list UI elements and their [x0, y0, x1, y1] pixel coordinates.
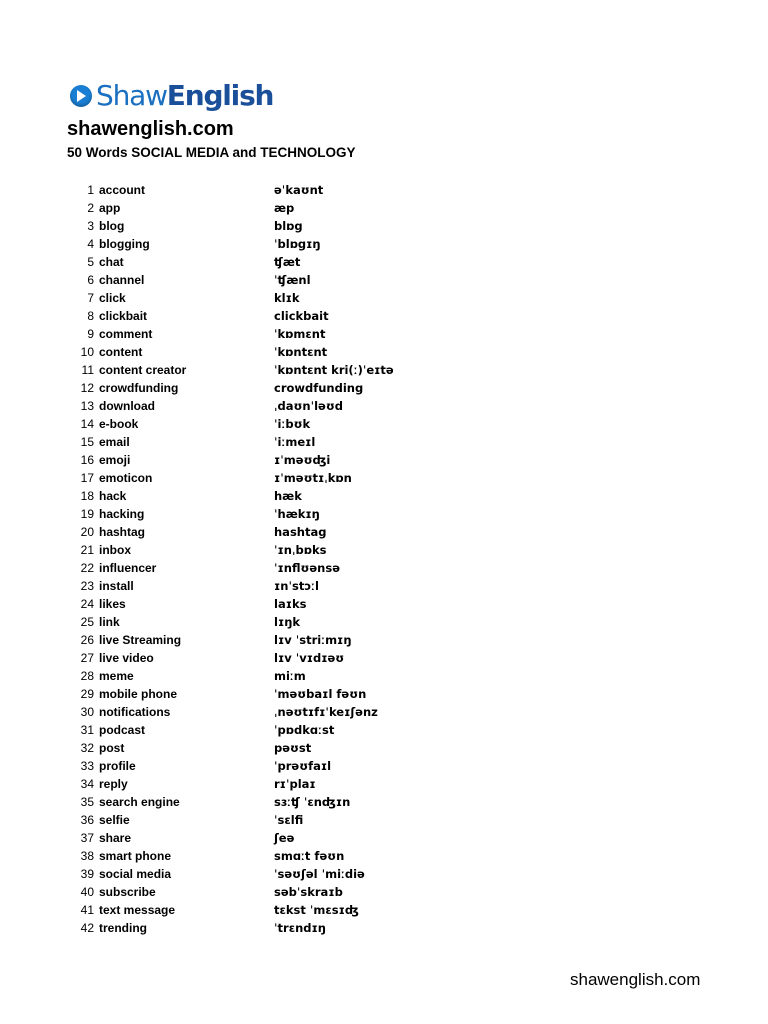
word-term: post [99, 741, 125, 755]
word-pronunciation: əˈkaʊnt [274, 183, 324, 197]
word-list [60, 181, 460, 937]
word-number: 21 [80, 543, 94, 557]
word-row [60, 469, 460, 487]
word-number: 33 [80, 759, 94, 773]
word-row [60, 793, 460, 811]
word-pronunciation: rɪˈplaɪ [274, 777, 316, 791]
word-pronunciation: hashtag [274, 525, 327, 539]
word-term: influencer [99, 561, 157, 575]
word-number: 9 [87, 327, 94, 341]
word-pronunciation: ˌdaʊnˈləʊd [274, 399, 343, 413]
word-row [60, 199, 460, 217]
word-row [60, 487, 460, 505]
word-number: 24 [80, 597, 94, 611]
word-pronunciation: ˈblɒgɪŋ [274, 237, 321, 251]
word-number: 32 [80, 741, 94, 755]
play-icon [70, 85, 92, 107]
word-row [60, 343, 460, 361]
word-term: share [99, 831, 132, 845]
word-pronunciation: smɑːt fəʊn [274, 849, 345, 863]
word-number: 20 [80, 525, 94, 539]
word-pronunciation: klɪk [274, 291, 300, 305]
word-pronunciation: ˈsɛlfi [274, 813, 304, 827]
word-pronunciation: laɪks [274, 597, 307, 611]
word-pronunciation: pəʊst [274, 741, 312, 755]
word-term: live video [99, 651, 154, 665]
word-pronunciation: ɪˈməʊtɪˌkɒn [274, 471, 352, 485]
word-pronunciation: hæk [274, 489, 302, 503]
word-term: notifications [99, 705, 171, 719]
word-number: 40 [80, 885, 94, 899]
word-term: podcast [99, 723, 146, 737]
word-number: 15 [80, 435, 94, 449]
word-number: 37 [80, 831, 94, 845]
word-pronunciation: lɪŋk [274, 615, 301, 629]
word-number: 36 [80, 813, 94, 827]
word-number: 16 [80, 453, 94, 467]
word-row [60, 217, 460, 235]
word-number: 27 [80, 651, 94, 665]
word-term: social media [99, 867, 172, 881]
word-term: content creator [99, 363, 187, 377]
word-pronunciation: ʧæt [274, 255, 301, 269]
word-row [60, 523, 460, 541]
word-number: 7 [87, 291, 94, 305]
word-row [60, 847, 460, 865]
word-row [60, 397, 460, 415]
word-number: 25 [80, 615, 94, 629]
word-number: 23 [80, 579, 94, 593]
word-row [60, 739, 460, 757]
word-number: 5 [87, 255, 94, 269]
word-number: 3 [87, 219, 94, 233]
word-number: 13 [80, 399, 94, 413]
word-pronunciation: ˈkɒmɛnt [274, 327, 326, 341]
word-number: 22 [80, 561, 94, 575]
word-pronunciation: blɒg [274, 219, 303, 233]
word-term: clickbait [99, 309, 148, 323]
word-number: 34 [80, 777, 94, 791]
word-pronunciation: ˈprəʊfaɪl [274, 759, 332, 773]
word-pronunciation: səbˈskraɪb [274, 885, 343, 899]
word-pronunciation: æp [274, 201, 295, 215]
word-row [60, 559, 460, 577]
word-pronunciation: ˈɪnˌbɒks [274, 543, 327, 557]
word-number: 28 [80, 669, 94, 683]
word-term: email [99, 435, 130, 449]
word-term: likes [99, 597, 126, 611]
word-pronunciation: lɪv ˈvɪdɪəʊ [274, 651, 345, 665]
word-number: 11 [81, 363, 94, 377]
word-row [60, 361, 460, 379]
word-row [60, 721, 460, 739]
word-row [60, 703, 460, 721]
word-number: 2 [87, 201, 94, 215]
word-row [60, 775, 460, 793]
word-row [60, 235, 460, 253]
word-term: emoji [99, 453, 131, 467]
word-term: content [99, 345, 143, 359]
word-row [60, 865, 460, 883]
word-pronunciation: ˈʧænl [274, 273, 311, 287]
word-term: crowdfunding [99, 381, 179, 395]
word-row [60, 325, 460, 343]
word-pronunciation: ˈkɒntɛnt kri(ː)ˈeɪtə [274, 363, 394, 377]
word-pronunciation: ˈkɒntɛnt [274, 345, 328, 359]
word-pronunciation: tɛkst ˈmɛsɪʤ [274, 903, 359, 917]
word-term: meme [99, 669, 134, 683]
word-term: blogging [99, 237, 150, 251]
word-pronunciation: ˈɪnflʊənsə [274, 561, 341, 575]
word-number: 12 [80, 381, 94, 395]
word-term: trending [99, 921, 147, 935]
word-row [60, 451, 460, 469]
word-row [60, 811, 460, 829]
word-term: download [99, 399, 155, 413]
word-term: hack [99, 489, 127, 503]
word-number: 4 [87, 237, 94, 251]
word-row [60, 901, 460, 919]
word-row [60, 289, 460, 307]
word-term: smart phone [99, 849, 172, 863]
word-row [60, 829, 460, 847]
word-pronunciation: ˈiːmeɪl [274, 435, 316, 449]
word-pronunciation: ʃeə [274, 831, 295, 845]
word-term: subscribe [99, 885, 156, 899]
word-pronunciation: ˈiːbʊk [274, 417, 311, 431]
word-row [60, 379, 460, 397]
word-pronunciation: clickbait [274, 309, 329, 323]
word-term: search engine [99, 795, 180, 809]
word-term: inbox [99, 543, 131, 557]
word-row [60, 757, 460, 775]
word-row [60, 253, 460, 271]
word-row [60, 667, 460, 685]
word-pronunciation: lɪv ˈstriːmɪŋ [274, 633, 352, 647]
word-row [60, 541, 460, 559]
footer-site: shawenglish.com [570, 970, 701, 989]
word-number: 30 [80, 705, 94, 719]
word-pronunciation: ˈməʊbaɪl fəʊn [274, 687, 367, 701]
word-pronunciation: miːm [274, 669, 306, 683]
word-row [60, 505, 460, 523]
word-term: hashtag [99, 525, 146, 539]
word-pronunciation: ɪnˈstɔːl [274, 579, 319, 593]
word-number: 31 [80, 723, 94, 737]
word-row [60, 919, 460, 937]
word-row [60, 595, 460, 613]
word-term: mobile phone [99, 687, 177, 701]
word-term: click [99, 291, 126, 305]
word-pronunciation: ˌnəʊtɪfɪˈkeɪʃənz [274, 705, 378, 719]
word-term: channel [99, 273, 145, 287]
logo-wordmark: ShawEnglish [96, 79, 274, 112]
word-row [60, 433, 460, 451]
word-number: 17 [80, 471, 94, 485]
word-number: 8 [87, 309, 94, 323]
word-term: comment [99, 327, 153, 341]
word-term: e-book [99, 417, 139, 431]
word-row [60, 685, 460, 703]
word-row [60, 649, 460, 667]
word-term: install [99, 579, 134, 593]
word-pronunciation: ɪˈməʊʤi [274, 453, 331, 467]
word-term: chat [99, 255, 124, 269]
word-term: selfie [99, 813, 130, 827]
word-term: app [99, 201, 121, 215]
word-term: text message [99, 903, 176, 917]
page-subtitle: 50 Words SOCIAL MEDIA and TECHNOLOGY [67, 145, 356, 160]
word-number: 35 [80, 795, 94, 809]
word-row [60, 631, 460, 649]
word-number: 10 [80, 345, 94, 359]
word-row [60, 577, 460, 595]
site-heading: shawenglish.com [67, 118, 234, 140]
word-term: blog [99, 219, 125, 233]
word-term: profile [99, 759, 136, 773]
word-term: reply [99, 777, 128, 791]
word-number: 19 [80, 507, 94, 521]
word-pronunciation: ˈsəʊʃəl ˈmiːdiə [274, 867, 365, 881]
word-number: 26 [80, 633, 94, 647]
word-row [60, 415, 460, 433]
word-row [60, 883, 460, 901]
word-row [60, 271, 460, 289]
word-pronunciation: sɜːʧ ˈɛnʤɪn [274, 795, 351, 809]
word-term: account [99, 183, 146, 197]
word-number: 38 [80, 849, 94, 863]
word-number: 18 [80, 489, 94, 503]
shawenglish-logo [70, 78, 273, 114]
word-number: 6 [87, 273, 94, 287]
word-number: 14 [80, 417, 94, 431]
word-term: live Streaming [99, 633, 182, 647]
word-number: 41 [80, 903, 94, 917]
word-pronunciation: ˈpɒdkɑːst [274, 723, 335, 737]
word-pronunciation: ˈtrɛndɪŋ [274, 921, 326, 935]
word-term: link [99, 615, 120, 629]
word-row [60, 307, 460, 325]
word-number: 29 [80, 687, 94, 701]
word-pronunciation: crowdfunding [274, 381, 364, 395]
word-row [60, 181, 460, 199]
word-row [60, 613, 460, 631]
word-number: 39 [80, 867, 94, 881]
word-pronunciation: ˈhækɪŋ [274, 507, 320, 521]
word-term: emoticon [99, 471, 153, 485]
word-number: 42 [80, 921, 94, 935]
word-term: hacking [99, 507, 145, 521]
word-number: 1 [87, 183, 94, 197]
